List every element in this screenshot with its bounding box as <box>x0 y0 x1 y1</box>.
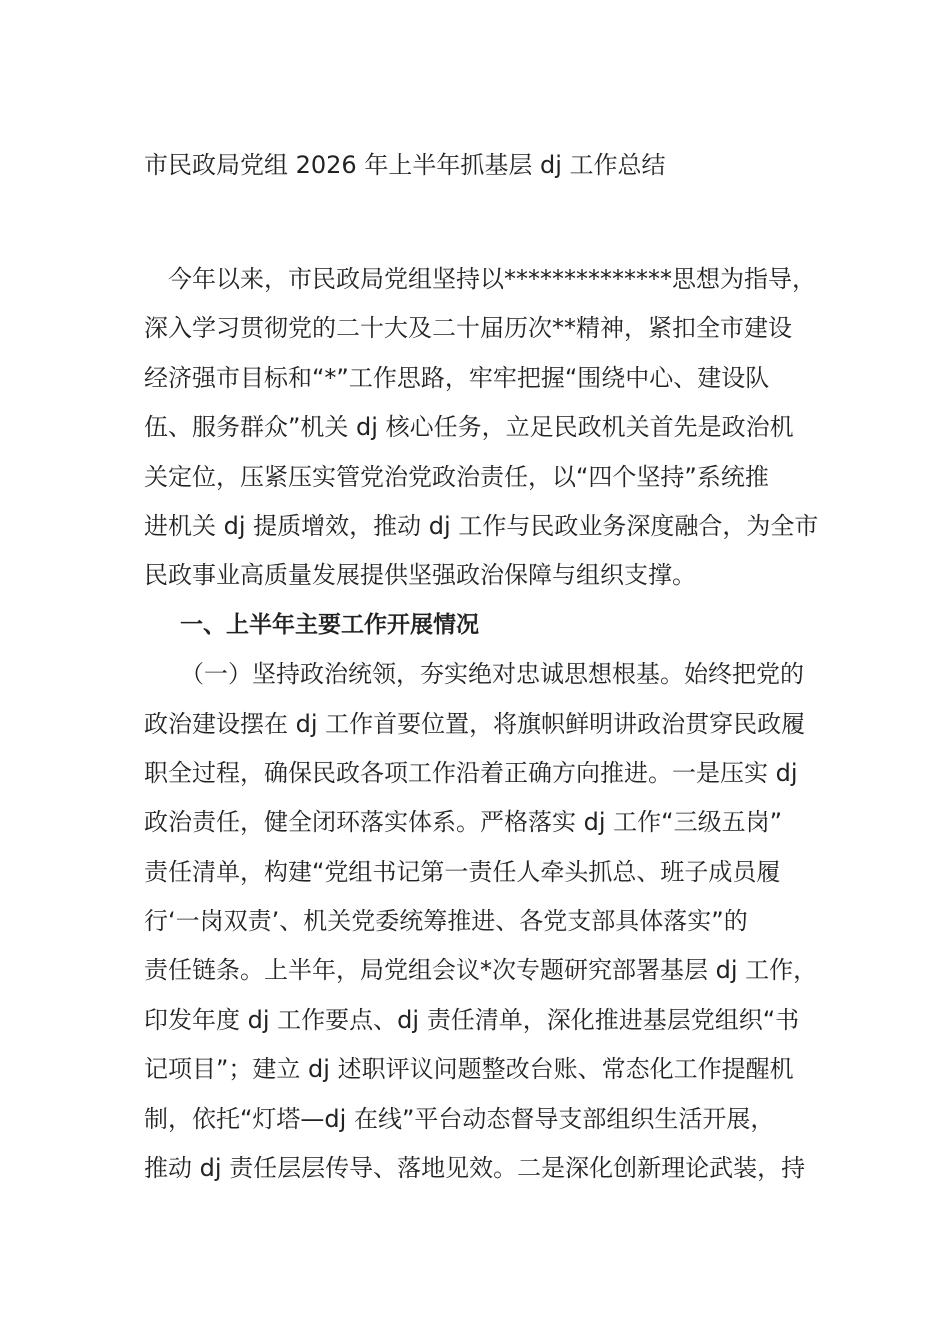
paragraph-line: 经济强市目标和“*”工作思路，牢牢把握“围绕中心、建设队 <box>144 363 770 392</box>
paragraph-line: （一）坚持政治统领，夯实绝对忠诚思想根基。始终把党的 <box>180 660 804 689</box>
paragraph-line: 进机关 dj 提质增效，推动 dj 工作与民政业务深度融合，为全市 <box>144 511 819 540</box>
section-heading: 一、上半年主要工作开展情况 <box>180 611 479 638</box>
paragraph-line: 政治建设摆在 dj 工作首要位置，将旗帜鲜明讲政治贯穿民政履 <box>144 709 806 738</box>
paragraph-line: 关定位，压紧压实管党治党政治责任，以“四个坚持”系统推 <box>144 462 769 491</box>
paragraph-line: 今年以来，市民政局党组坚持以**************思想为指导， <box>168 265 816 293</box>
document-title: 市民政局党组 2026 年上半年抓基层 dj 工作总结 <box>144 151 666 179</box>
paragraph-line: 责任清单，构建“党组书记第一责任人牵头抓总、班子成员履 <box>144 857 781 886</box>
paragraph-line: 伍、服务群众”机关 dj 核心任务，立足民政机关首先是政治机 <box>144 413 794 442</box>
paragraph-line: 深入学习贯彻党的二十大及二十届历次**精神，紧扣全市建设 <box>144 314 792 343</box>
paragraph-line: 制，依托“灯塔—dj 在线”平台动态督导支部组织生活开展， <box>144 1104 775 1133</box>
paragraph-line: 政治责任，健全闭环落实体系。严格落实 dj 工作“三级五岗” <box>144 808 783 837</box>
paragraph-line: 责任链条。上半年，局党组会议*次专题研究部署基层 dj 工作， <box>144 956 818 985</box>
paragraph-line: 行‘一岗双责’、机关党委统筹推进、各党支部具体落实”的 <box>144 907 748 936</box>
paragraph-line: 记项目”；建立 dj 述职评议问题整改台账、常态化工作提醒机 <box>144 1055 794 1084</box>
paragraph-line: 职全过程，确保民政各项工作沿着正确方向推进。一是压实 dj <box>144 758 798 787</box>
document-body <box>144 255 819 1193</box>
paragraph-line: 推动 dj 责任层层传导、落地见效。二是深化创新理论武装，持 <box>144 1154 806 1183</box>
paragraph-line: 民政事业高质量发展提供坚强政治保障与组织支撑。 <box>144 561 696 590</box>
paragraph-line: 印发年度 dj 工作要点、dj 责任清单，深化推进基层党组织“书 <box>144 1005 800 1034</box>
